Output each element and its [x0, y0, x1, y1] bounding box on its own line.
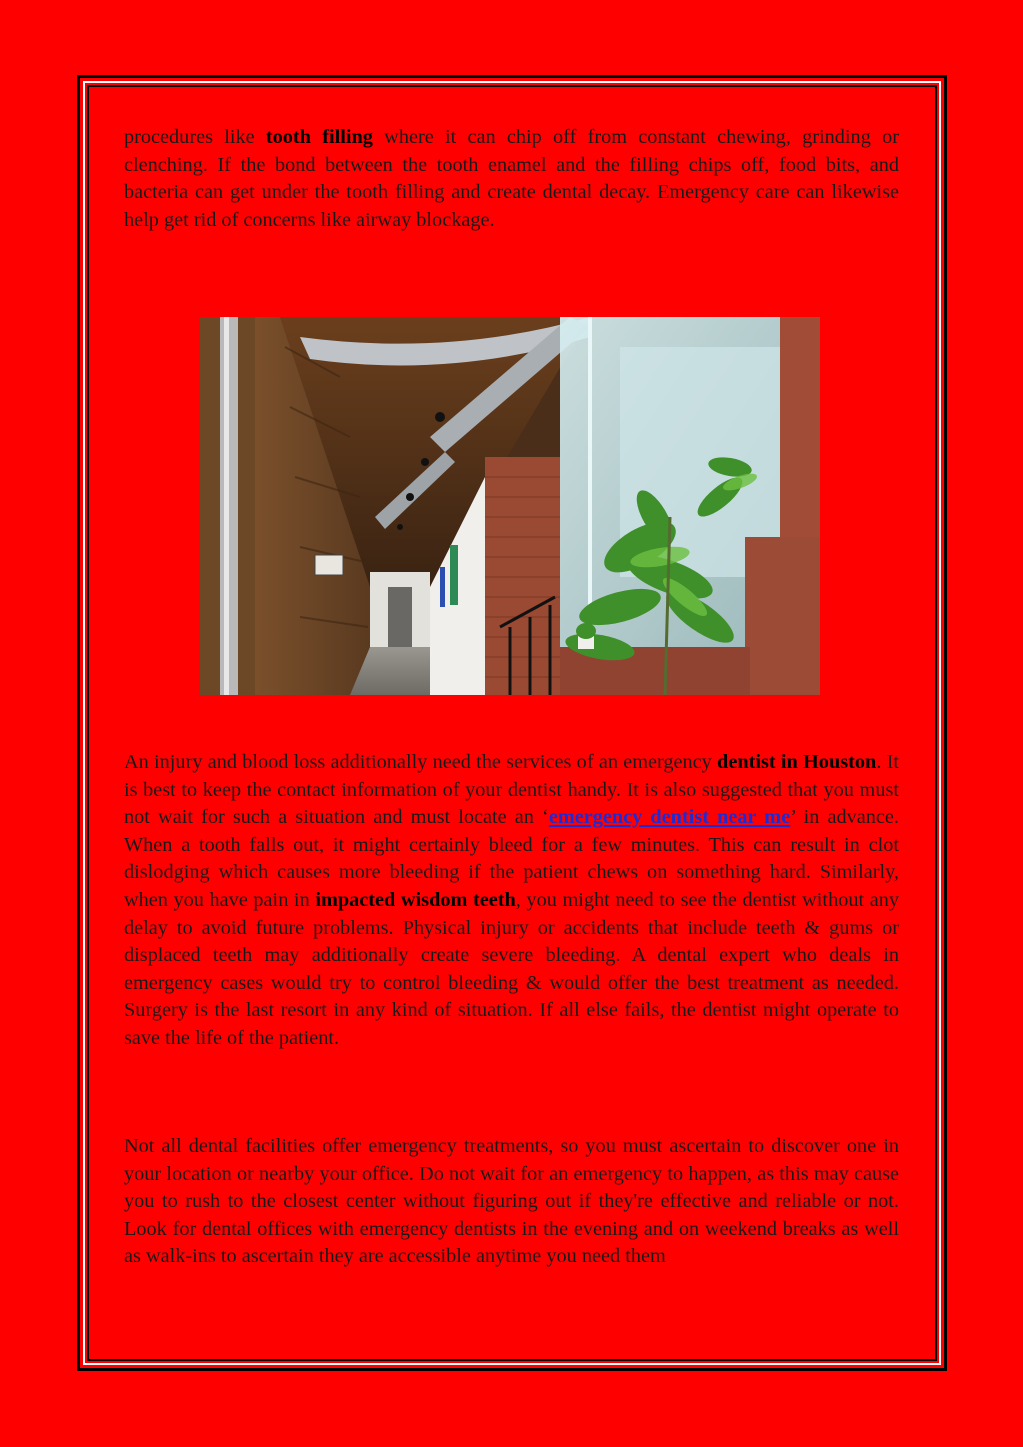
- paragraph-dental-facilities: [124, 1133, 899, 1271]
- text-segment: , you might need to see the dentist without any delay to avoid future problems. Physical injury or accidents that include teeth & gums or displaced teeth may additionally create severe bleeding. A dental expert who deals in emergency cases would try to control bleeding & would offer the best treatment as needed. Surgery is the last resort in any kind of situation. If all else fails, the dentist might operate to save the life of the patient.: [124, 888, 899, 1049]
- text-segment: procedures like: [124, 126, 266, 148]
- paragraph-dentist-houston: [124, 749, 899, 1053]
- bold-keyword-impacted-wisdom-teeth: impacted wisdom teeth: [315, 888, 516, 911]
- bold-keyword-dentist-houston: dentist in Houston: [717, 751, 877, 773]
- emergency-dentist-link[interactable]: emergency dentist near me: [548, 806, 791, 829]
- bold-keyword-tooth-filling: tooth filling: [265, 126, 373, 148]
- text-segment: ’ in advance. When a tooth falls out, it might certainly bleed for a few minutes. This can result in clot dislodging which causes more bleeding if the patient chews on something hard. Similarly, when you have pain in: [124, 806, 899, 911]
- hallway-photo: [200, 317, 820, 695]
- paragraph-text: Not all dental facilities offer emergency treatments, so you must ascertain to discover one in your location or nearby your office. Do not wait for an emergency to happen, as this may cause you to rush to the closest center without figuring out if they're effective and reliable or not. Look for dental offices with emergency dentists in the evening and on weekend breaks as well as walk-ins to ascertain they are accessible anytime you need them: [124, 1135, 899, 1268]
- paragraph-tooth-filling: [124, 124, 899, 234]
- hallway-photo-illustration: [200, 317, 820, 695]
- text-segment: . It is best to keep the contact information of your dentist handy. It is also suggested that you must not wait for such a situation and must locate an ‘: [124, 751, 900, 829]
- text-segment: where it can chip off from constant chewing, grinding or clenching. If the bond between the tooth enamel and the filling chips off, food bits, and bacteria can get under the tooth filling and create dental decay. Emergency care can likewise help get rid of concerns like airway blockage.: [124, 126, 899, 231]
- text-segment: An injury and blood loss additionally need the services of an emergency: [124, 751, 718, 773]
